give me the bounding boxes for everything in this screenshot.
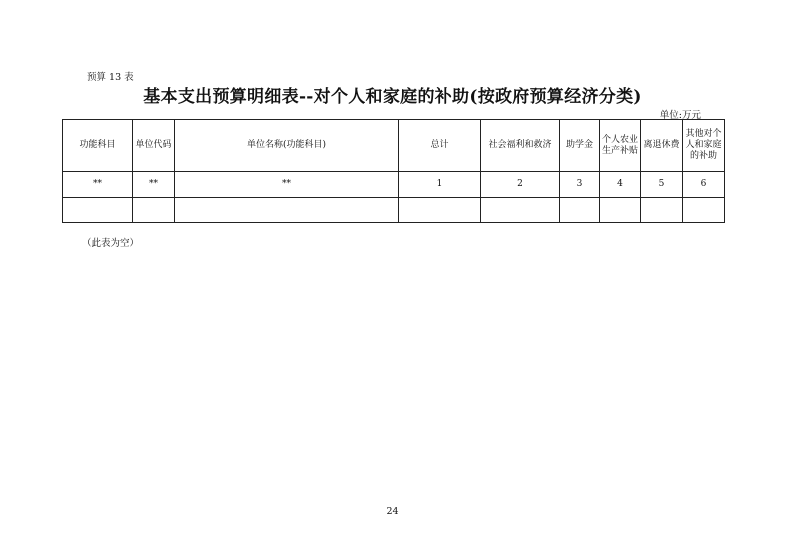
table-cell bbox=[641, 198, 683, 223]
empty-table-note: （此表为空） bbox=[82, 238, 140, 249]
table-cell: ** bbox=[63, 172, 133, 198]
table-cell: 3 bbox=[560, 172, 600, 198]
column-header: 个人农业生产补贴 bbox=[600, 120, 641, 172]
page-title: 基本支出预算明细表--对个人和家庭的补助(按政府预算经济分类) bbox=[143, 87, 642, 107]
table-cell: 2 bbox=[481, 172, 560, 198]
column-header: 助学金 bbox=[560, 120, 600, 172]
table-cell: ** bbox=[175, 172, 399, 198]
table-row bbox=[63, 198, 725, 223]
table-row bbox=[63, 172, 725, 198]
unit-label: 单位:万元 bbox=[659, 110, 701, 121]
table-cell bbox=[683, 198, 725, 223]
table-cell: 5 bbox=[641, 172, 683, 198]
column-header: 离退休费 bbox=[641, 120, 683, 172]
column-header: 单位代码 bbox=[133, 120, 175, 172]
page-number: 24 bbox=[386, 506, 399, 517]
table-cell bbox=[399, 198, 481, 223]
table-cell: 1 bbox=[399, 172, 481, 198]
table-cell: 6 bbox=[683, 172, 725, 198]
table-cell: 4 bbox=[600, 172, 641, 198]
column-header: 总计 bbox=[399, 120, 481, 172]
table-cell bbox=[175, 198, 399, 223]
form-number: 预算 13 表 bbox=[87, 72, 134, 83]
table-cell bbox=[600, 198, 641, 223]
column-header: 单位名称(功能科目) bbox=[175, 120, 399, 172]
column-header: 功能科目 bbox=[63, 120, 133, 172]
table-cell: ** bbox=[133, 172, 175, 198]
budget-table bbox=[62, 119, 725, 223]
table-cell bbox=[560, 198, 600, 223]
column-header: 其他对个人和家庭的补助 bbox=[683, 120, 725, 172]
table-cell bbox=[133, 198, 175, 223]
column-header: 社会福利和救济 bbox=[481, 120, 560, 172]
table-cell bbox=[481, 198, 560, 223]
table-header-row bbox=[63, 120, 725, 172]
table-cell bbox=[63, 198, 133, 223]
